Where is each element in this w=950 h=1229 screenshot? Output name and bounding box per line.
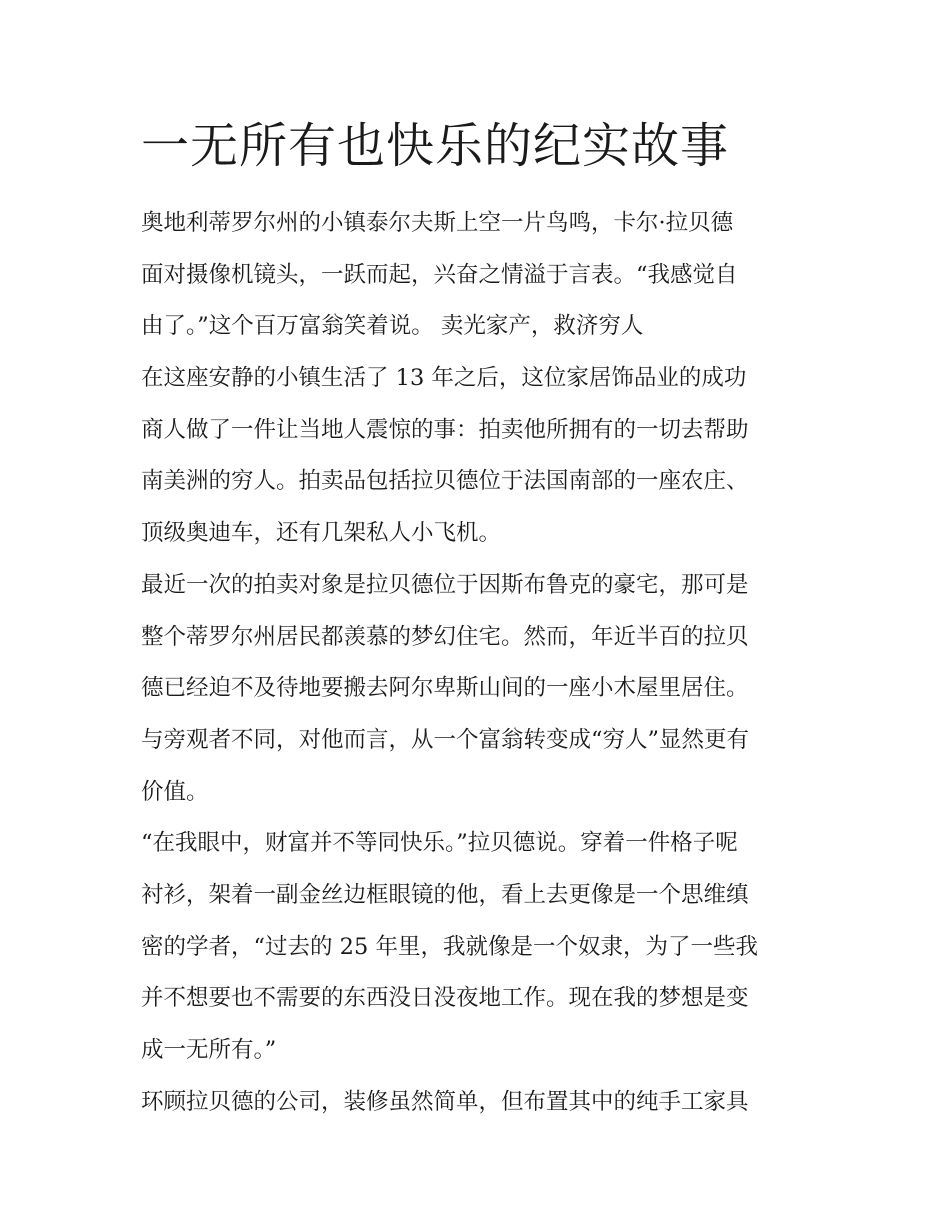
document-body — [141, 198, 817, 1128]
body-line: 最近一次的拍卖对象是拉贝德位于因斯布鲁克的豪宅，那可是 — [141, 571, 749, 598]
body-line: 与旁观者不同，对他而言，从一个富翁转变成“穷人”显然更有 — [141, 726, 750, 753]
body-line: 德已经迫不及待地要搬去阿尔卑斯山间的一座小木屋里居住。 — [141, 675, 749, 702]
body-line: 面对摄像机镜头，一跃而起，兴奋之情溢于言表。“我感觉自 — [141, 261, 738, 288]
body-line: 环顾拉贝德的公司，装修虽然简单，但布置其中的纯手工家具 — [141, 1088, 749, 1115]
body-line: 衬衫，架着一副金丝边框眼镜的他，看上去更像是一个思维缜 — [141, 881, 749, 908]
body-line: 顶级奥迪车，还有几架私人小飞机。 — [141, 520, 502, 547]
body-line: 整个蒂罗尔州居民都羡慕的梦幻住宅。然而，年近半百的拉贝 — [141, 623, 749, 650]
body-line: 成一无所有。” — [141, 1037, 277, 1063]
document-title: 一无所有也快乐的纪实故事 — [141, 118, 730, 174]
body-line: 在这座安静的小镇生活了 13 年之后，这位家居饰品业的成功 — [141, 365, 747, 392]
body-line: 价值。 — [141, 778, 209, 805]
body-line: 由了。”这个百万富翁笑着说。 卖光家产，救济穷人 — [141, 313, 644, 340]
body-line: 密的学者，“过去的 25 年里，我就像是一个奴隶，为了一些我 — [141, 933, 758, 960]
body-line: 奥地利蒂罗尔州的小镇泰尔夫斯上空一片鸟鸣，卡尔·拉贝德 — [141, 210, 734, 236]
body-line: 商人做了一件让当地人震惊的事：拍卖他所拥有的一切去帮助 — [141, 416, 749, 443]
body-line: 南美洲的穷人。拍卖品包括拉贝德位于法国南部的一座农庄、 — [141, 468, 749, 495]
body-line: “在我眼中，财富并不等同快乐。”拉贝德说。穿着一件格子呢 — [141, 830, 738, 857]
body-line: 并不想要也不需要的东西没日没夜地工作。现在我的梦想是变 — [141, 985, 749, 1012]
